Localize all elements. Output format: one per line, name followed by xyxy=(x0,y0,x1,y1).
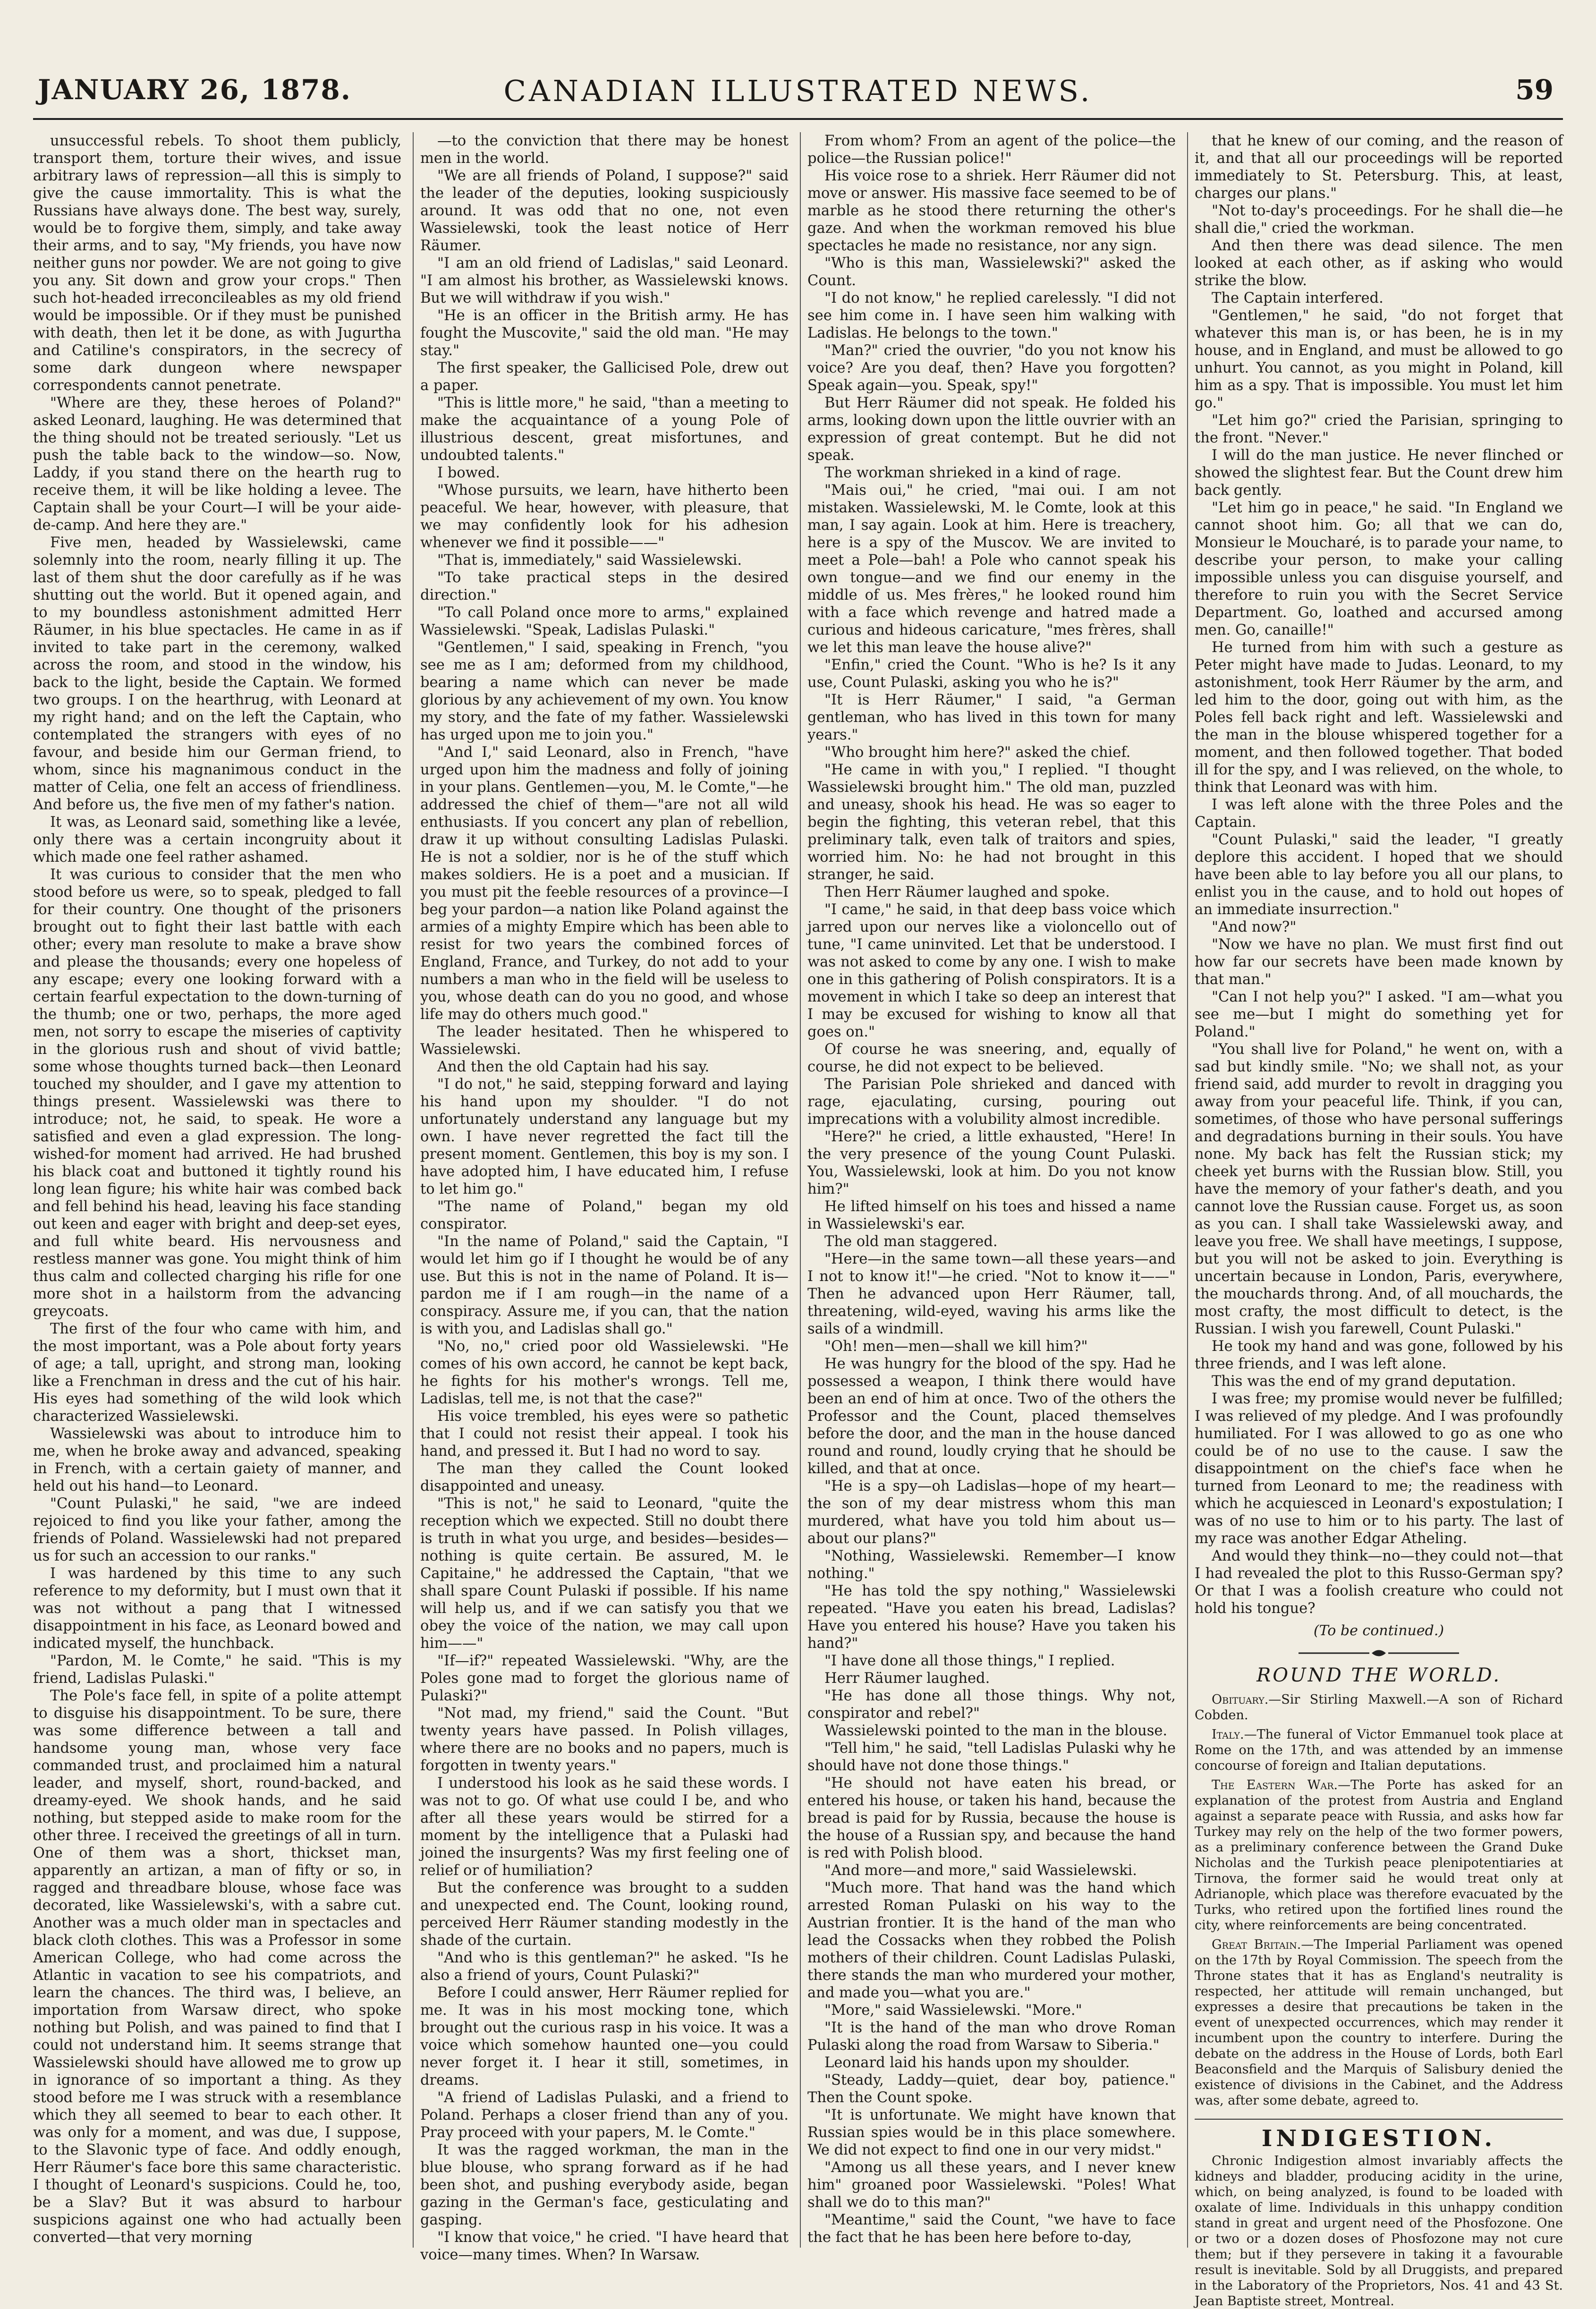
paragraph: "Here—in the same town—all these years—and I not to know it!"—he cried. "Not to know it——" Then he advanced upon Herr Räumer, tall, threatening, wild-eyed, waving his arms like the sails of a windmill. xyxy=(807,1251,1176,1337)
paragraph: "Tell him," he said, "tell Ladislas Pulaski why he should have not done those things." xyxy=(807,1740,1176,1774)
paragraph: The workman shrieked in a kind of rage. xyxy=(824,465,1121,481)
paragraph: I was free; my promise would never be fulfilled; I was relieved of my pledge. And I was profoundly humiliated. For I was allowed to go as one who could be of no use to the cause. I saw the disappointment on the chief's face when he turned from Leonard to me; the readiness with which he acquiesced in Leonard's expostulation; I was of no use to him or to his party. The last of my race was another Edgar Atheling. xyxy=(1195,1391,1563,1547)
paragraph: "Count Pulaski," he said, "we are indeed rejoiced to find you like your father, among the friends of Poland. Wassielewski had not prepared us for such an accession to our ranks." xyxy=(33,1495,401,1564)
paragraph: "Let him go?" cried the Parisian, springing to the front. "Never." xyxy=(1195,412,1563,446)
round-the-world-heading: ROUND THE WORLD. xyxy=(1256,1664,1501,1686)
paragraph: I understood his look as he said these words. I was not to go. Of what use could I be, and who after all these years would be stirred for a moment by the intelligence that a Pulaski had joined the insurgents? Was my first feeling one of relief or of humiliation? xyxy=(420,1775,789,1879)
paragraph: "Now we have no plan. We must first find out how far our secrets have been made known by that man." xyxy=(1195,936,1563,988)
paragraph: "More," said Wassielewski. "More." xyxy=(824,2002,1082,2019)
paragraph: "That is, immediately," said Wassielewski. xyxy=(437,552,742,569)
paragraph: "I came," he said, in that deep bass voice which jarred upon our nerves like a violoncello out of tune, "I came uninvited. Let that be understood. I was not asked to come by any one. I wish to make one in this gathering of Polish conspirators. It is a movement in which I take so deep an interest that I may be excused for wishing to know all that goes on." xyxy=(807,901,1176,1040)
paragraph: "He is an officer in the British army. He has fought the Muscovite," said the old man. "He may stay." xyxy=(420,307,789,359)
newspaper-page xyxy=(33,57,1563,2309)
column-4 xyxy=(1195,132,1563,2309)
paragraph: "He came in with you," I replied. "I thought Wassielewski brought him." The old man, puzzled and uneasy, shook his head. He was so eager to begin the fighting, this veteran rebel, that this preliminary talk, even talk of traitors and spies, worried him. No: he had not brought in this stranger, he said. xyxy=(807,762,1176,883)
paragraph: The Pole's face fell, in spite of a polite attempt to disguise his disappointment. To be sure, there was some difference between a tall and handsome young man, whose very face commanded trust, and proclaimed him a natural leader, and myself, short, round-backed, and dreamy-eyed. We shook hands, and he said nothing, but stepped aside to make room for the other three. I received the greetings of all in turn. One of them was a short, thickset man, apparently an artizan, a man of fifty or so, in ragged and threadbare blouse, whose face was decorated, like Wassielewski's, with a sabre cut. Another was a much older man in spectacles and black cloth clothes. This was a Professor in some American College, who had come across the Atlantic in vacation to see his compatriots, and learn the chances. The third was, I believe, an importation from Warsaw direct, who spoke nothing but Polish, and was pained to find that I could not understand him. It seems strange that Wassielewski should have allowed me to grow up in ignorance of so important a thing. As they stood before me I was struck with a resemblance which they all seemed to bear to each other. It was only for a moment, and was due, I suppose, to the Slavonic type of face. And oddly enough, Herr Räumer's face bore this same characteristic. I thought of Leonard's suspicions. Could he, too, be a Slav? But it was absurd to harbour suspicions against one who had actually been converted—that very morning xyxy=(33,1688,401,2246)
news-item xyxy=(1195,1692,1563,1723)
ornament-divider xyxy=(1294,1647,1464,1659)
paragraph: "He has told the spy nothing," Wassielewski repeated. "Have you eaten his bread, Ladislas? Have you entered his house? Have you taken his hand?" xyxy=(807,1583,1176,1652)
paragraph: "He is a spy—oh Ladislas—hope of my heart—the son of my dear mistress whom this man murdered, what have you told him about us—about our plans?" xyxy=(807,1478,1176,1547)
round-the-world-items xyxy=(1195,1692,1563,2108)
paragraph: He turned from him with such a gesture as Peter might have made to Judas. Leonard, to my astonishment, took Herr Räumer by the arm, and led him to the door, going out with him, as the Poles fell back right and left. Wassielewski and the man in the blouse whispered together for a moment, and then followed together. That boded ill for the spy, and I was relieved, on the whole, to think that Leonard was with him. xyxy=(1195,639,1563,796)
paragraph: "To call Poland once more to arms," explained Wassielewski. "Speak, Ladislas Pulaski." xyxy=(420,604,789,638)
paragraph: "Count Pulaski," said the leader, "I greatly deplore this accident. I hoped that we should have been able to lay before you all our plans, to enlist you in the cause, and to hold out hopes of an immediate insurrection." xyxy=(1195,832,1563,918)
paragraph: He was hungry for the blood of the spy. Had he possessed a weapon, I think there would have been an end of him at once. Two of the others the Professor and the Count, placed themselves before the door, and the man in the house danced round and round, loudly crying that he should be killed, and that at once. xyxy=(807,1356,1176,1477)
paragraph: He took my hand and was gone, followed by his three friends, and I was left alone. xyxy=(1195,1338,1563,1372)
column-1 xyxy=(33,132,401,2248)
paragraph: —to the conviction that there may be honest men in the world. xyxy=(420,133,789,167)
indigestion-ad-text: Chronic Indigestion almost invariably affects the kidneys and bladder, producing acidity in the urine, which, on being analyzed, is found to be loaded with oxalate of lime. Individuals in this unhappy condition stand in great and urgent need of the Phosfozone. One or two or a dozen doses of Phosfozone may not cure them; but if they persevere in taking it a favourable result is inevitable. Sold by all Druggists, and prepared in the Laboratory of the Proprietors, Nos. 41 and 43 St. Jean Baptiste street, Montreal. xyxy=(1195,2154,1563,2309)
paragraph: The man they called the Count looked disappointed and uneasy. xyxy=(420,1460,789,1494)
paragraph: Leonard laid his hands upon my shoulder. xyxy=(824,2054,1130,2071)
paragraph: "Among us all these years, and I never knew him" groaned poor Wassielewski. "Poles! What shall we do to this man?" xyxy=(807,2159,1176,2211)
paragraph: "Man?" cried the ouvrier, "do you not know his voice? Are you deaf, then? Have you forgotten? Speak again—you. Speak, spy!" xyxy=(807,342,1176,394)
news-item-text: —The Porte has asked for an explanation of the protest from Austria and England against a separate peace with Russia, and asks how far Turkey may rely on the help of the two former powers, as a preliminary conference between the Grand Duke Nicholas and the Turkish peace plenipotentiaries at Tirnova, the former said he would treat only at Adrianople, which place was therefore evacuated by the Turks, who retired upon the fortified lines round the city, where reinforcements are being concentrated. xyxy=(1195,1778,1563,1933)
paragraph: "He has done all those things. Why not, conspirator and rebel?" xyxy=(807,1688,1176,1722)
news-item-text: —The funeral of Victor Emmanuel took place at Rome on the 17th, and was attended by an immense concourse of foreign and Italian deputations. xyxy=(1195,1727,1563,1773)
paragraph: "It is the hand of the man who drove Roman Pulaski along the road from Warsaw to Siberia." xyxy=(807,2020,1176,2054)
paragraph: "Here?" he cried, a little exhausted, "Here! In the very presence of the young Count Pulaski. You, Wassielewski, look at him. Do you not know him?" xyxy=(807,1129,1176,1197)
paragraph: I will do the man justice. He never flinched or showed the slightest fear. But the Count drew him back gently. xyxy=(1195,447,1563,499)
paragraph: "Who brought him here?" asked the chief. xyxy=(824,744,1131,761)
paragraph: Of course he was sneering, and, equally of course, he did not expect to be believed. xyxy=(807,1041,1176,1075)
paragraph: that he knew of our coming, and the reason of it, and that all our proceedings will be reported immediately to St. Petersburg. This, at least, charges our plans." xyxy=(1195,133,1563,202)
paragraph: "To take practical steps in the desired direction." xyxy=(420,569,789,603)
paragraph: "In the name of Poland," said the Captain, "I would let him go if I thought he would be of any use. But this is not in the name of Poland. It is—pardon me if I am rough—in the name of a conspiracy. Assure me, if you can, that the nation is with you, and Ladislas shall go." xyxy=(420,1233,789,1337)
paragraph: Wassielewski was about to introduce him to me, when he broke away and advanced, speaking in French, with a certain gaiety of manner, and held out his hand—to Leonard. xyxy=(33,1426,401,1494)
news-item-label: The Eastern War. xyxy=(1212,1778,1338,1792)
page-number: 59 xyxy=(1515,74,1554,106)
paragraph: But Herr Räumer did not speak. He folded his arms, looking down upon the little ouvrier with an expression of great contempt. But he did not speak. xyxy=(807,395,1176,464)
paragraph: "You shall live for Poland," he went on, with a sad but kindly smile. "No; we shall not, as your friend said, add murder to revolt in dragging you away from your peaceful life. Think, if you can, sometimes, of those who have personal sufferings and degradations burning in their souls. You have none. My back has felt the Russian stick; my cheek yet burns with the Russian blow. Still, you have the memory of your father's death, and you cannot love the Russian cause. Forget us, as soon as you can. I shall take Wassielewski away, and leave you free. We shall have meetings, I suppose, but you will not be asked to join. Everything is uncertain because in London, Paris, everywhere, the mouchards throng. And, of all mouchards, the most crafty, the most difficult to detect, is the Russian. I wish you farewell, Count Pulaski." xyxy=(1195,1041,1563,1337)
news-item-label: Great Britain. xyxy=(1212,1937,1301,1952)
paragraph: "I do not know," he replied carelessly. "I did not see him come in. I have seen him walking with Ladislas. He belongs to the town." xyxy=(807,290,1176,341)
paragraph: "He should not have eaten his bread, or entered his house, or taken his hand, because the bread is paid for by Russia, because the house is the house of a Russian spy, and because the hand is red with Polish blood. xyxy=(807,1775,1176,1861)
paragraph: "Who is this man, Wassielewski?" asked the Count. xyxy=(807,255,1176,289)
paragraph: His voice trembled, his eyes were so pathetic that I could not resist their appeal. I took his hand, and pressed it. But I had no word to say. xyxy=(420,1408,789,1460)
paragraph: I was hardened by this time to any such reference to my deformity, but I must own that it was not without a pang that I witnessed disappointment in his face, as Leonard bowed and indicated myself, the hunchback. xyxy=(33,1565,401,1652)
paragraph: Then Herr Räumer laughed and spoke. xyxy=(824,884,1110,900)
paragraph: It was, as Leonard said, something like a levée, only there was a certain incongruity about it which made one feel rather ashamed. xyxy=(33,814,401,866)
paragraph: "This is not," he said to Leonard, "quite the reception which we expected. Still no doubt there is truth in what you urge, and besides—besides—nothing is quite certain. Be assured, M. le Capitaine," he addressed the Captain, "that we shall spare Count Pulaski if possible. If his name will help us, and if we can satisfy you that we obey the voice of the nation, we may call upon him——" xyxy=(420,1495,789,1652)
news-item-text: —Sir Stirling Maxwell.—A son of Richard Cobden. xyxy=(1195,1692,1563,1723)
paragraph: "I do not," he said, stepping forward and laying his hand upon my shoulder. "I do not unfortunately understand any language but my own. I have never regretted the fact till the present moment. Gentlemen, this boy is my son. I have adopted him, I have educated him, I refuse to let him go." xyxy=(420,1076,789,1197)
paragraph: I was left alone with the three Poles and the Captain. xyxy=(1195,797,1563,831)
paragraph: This was the end of my grand deputation. xyxy=(1212,1373,1516,1390)
news-item-label: Italy. xyxy=(1212,1727,1244,1742)
paragraph: It was the ragged workman, the man in the blue blouse, who sprang forward as if he had been shot, and pushing everybody aside, began gazing in the German's face, gesticulating and gasping. xyxy=(420,2142,789,2228)
paragraph: "We are all friends of Poland, I suppose?" said the leader of the deputies, looking suspiciously around. It was odd that no one, not even Wassielewski, took the least notice of Herr Räumer. xyxy=(420,168,789,254)
paragraph: Herr Räumer laughed. xyxy=(824,1670,990,1687)
paragraph: "The name of Poland," began my old conspirator. xyxy=(420,1198,789,1232)
issue-date: JANUARY 26, 1878. xyxy=(38,74,351,106)
paragraph: "I am an old friend of Ladislas," said Leonard. "I am almost his brother, as Wassielewski knows. But we will withdraw if you wish." xyxy=(420,255,789,306)
paragraph: From whom? From an agent of the police—the police—the Russian police!" xyxy=(807,133,1176,167)
paragraph: "Mais oui," he cried, "mai oui. I am not mistaken. Wassielewski, M. le Comte, look at this man, I say again. Look at him. Here is treachery, here is a spy of the Muscov. We are invited to meet a Pole—bah! a Pole who cannot speak his own tongue—and we find our enemy in the middle of us. Mes frères," he looked round him with a face which revenge and hatred made a curious and hideous caricature, "mes frères, shall we let this man leave the house alive?" xyxy=(807,482,1176,656)
column-2 xyxy=(420,132,789,2263)
paragraph: "This is little more," he said, "than a meeting to make the acquaintance of a young Pole of illustrious descent, great misfortunes, and undoubted talents." xyxy=(420,395,789,464)
paragraph: Wassielewski pointed to the man in the blouse. xyxy=(824,1723,1168,1739)
paragraph: "Steady, Laddy—quiet, dear boy, patience." Then the Count spoke. xyxy=(807,2072,1176,2106)
paragraph: The old man staggered. xyxy=(824,1233,998,1250)
masthead xyxy=(33,57,1563,120)
paragraph: The leader hesitated. Then he whispered to Wassielewski. xyxy=(420,1024,789,1058)
paragraph: But the conference was brought to a sudden and unexpected end. The Count, looking round, perceived Herr Räumer standing modestly in the shade of the curtain. xyxy=(420,1880,789,1949)
paragraph: "If—if?" repeated Wassielewski. "Why, are the Poles gone mad to forget the glorious name of Pulaski?" xyxy=(420,1653,789,1704)
paragraph: "Pardon, M. le Comte," he said. "This is my friend, Ladislas Pulaski." xyxy=(33,1653,401,1687)
paragraph: "And I," said Leonard, also in French, "have urged upon him the madness and folly of joining in your plans. Gentlemen—you, M. le Comte,"—he addressed the chief of them—"are not all wild enthusiasts. If you concert any plan of rebellion, draw it up without consulting Ladislas Pulaski. He is not a soldier, nor is he of the stuff which makes soldiers. He is a poet and a musician. If you must pit the feeble resources of a province—I beg your pardon—a nation like Poland against the armies of a mighty Empire which has been able to resist for two years the combined forces of England, France, and Turkey, do not add to your numbers a man who in the field will be useless to you, whose death can do you no good, and whose life may do others much good." xyxy=(420,744,789,1023)
paragraph: "No, no," cried poor old Wassielewski. "He comes of his own accord, he cannot be kept back, he fights for his mother's wrongs. Tell me, Ladislas, tell me, is not that the case?" xyxy=(420,1338,789,1407)
divider xyxy=(1195,2119,1563,2120)
paragraph: It was curious to consider that the men who stood before us were, so to speak, pledged to fall for their country. One thought of the prisoners brought out to fight their last battle with each other; every man resolute to make a brave show and please the thousands; every one hopeless of any escape; every one looking forward with a certain fearful expectation to the down-turning of the thumb; one or two, perhaps, the more aged men, not sorry to escape the miseries of captivity in the glorious rush and shout of vivid battle; some whose thoughts turned back—then Leonard touched my shoulder, and I gave my attention to things present. Wassielewski was there to introduce; not, he said, to speak. He wore a satisfied and even a glad expression. The long-wished-for moment had arrived. He had brushed his black coat and buttoned it tightly round his long lean figure; his white hair was combed back and fell behind his head, leaving his face standing out keen and eager with bright and deep-set eyes, and full white beard. His nervousness and restless manner was gone. You might think of him thus calm and collected charging his rifle for one more shot in a hailstorm from the advancing greycoats. xyxy=(33,866,401,1320)
paragraph: "Gentlemen," I said, speaking in French, "you see me as I am; deformed from my childhood, bearing a name which can never be made glorious by any achievement of my own. You know my story, and the fate of my father. Wassielewski has urged upon me to join you." xyxy=(420,639,789,743)
paragraph: "It is unfortunate. We might have known that Russian spies would be in this place somewhere. We did not expect to find one in our very midst." xyxy=(807,2107,1176,2158)
news-item xyxy=(1195,1727,1563,1774)
paragraph: And would they think—no—they could not—that I had revealed the plot to this Russo-German spy? Or that I was a foolish creature who could not hold his tongue? xyxy=(1195,1548,1563,1617)
paragraph: "A friend of Ladislas Pulaski, and a friend to Poland. Perhaps a closer friend than any of you. Pray proceed with your papers, M. le Comte." xyxy=(420,2089,789,2141)
paragraph: His voice rose to a shriek. Herr Räumer did not move or answer. His massive face seemed to be of marble as he stood there returning the other's gaze. And when the workman removed his blue spectacles he made no resistance, nor any sign. xyxy=(807,168,1176,254)
paragraph: The Captain interfered. xyxy=(1212,290,1384,306)
paragraph: "Let him go in peace," he said. "In England we cannot shoot him. Go; all that we can do, Monsieur le Moucharé, is to parade your name, to describe your person, to make your calling impossible unless you can disguise yourself, and therefore to ruin you with the Secret Service Department. Go, loathed and accursed among men. Go, canaille!" xyxy=(1195,500,1563,638)
paragraph: "And who is this gentleman?" he asked. "Is he also a friend of yours, Count Pulaski?" xyxy=(420,1950,789,1984)
paragraph: And then there was dead silence. The men looked at each other, as if asking who would strike the blow. xyxy=(1195,238,1563,289)
indigestion-ad-heading: INDIGESTION. xyxy=(1261,2125,1496,2152)
paragraph: "Meantime," said the Count, "we have to face the fact that he has been here before to-day, xyxy=(807,2212,1176,2246)
paragraph: "Can I not help you?" I asked. "I am—what you see me—but I might do something yet for Poland." xyxy=(1195,989,1563,1040)
paragraph: I bowed. xyxy=(437,465,501,481)
column-3 xyxy=(807,132,1176,2248)
paragraph: The first speaker, the Gallicised Pole, drew out a paper. xyxy=(420,360,789,394)
paragraph: "Gentlemen," he said, "do not forget that whatever this man is, or has been, he is in my house, and in England, and must be allowed to go unhurt. You cannot, as you might in Poland, kill him as a spy. That is impossible. You must let him go." xyxy=(1195,307,1563,411)
paragraph: Before I could answer, Herr Räumer replied for me. It was in his most mocking tone, which brought out the curious rasp in his voice. It was a voice which somehow haunted one—you could never forget it. I hear it still, sometimes, in dreams. xyxy=(420,1985,789,2088)
to-be-continued: (To be continued.) xyxy=(1313,1622,1444,1639)
news-item-label: Obituary. xyxy=(1212,1692,1269,1707)
paragraph: "And now?" xyxy=(1212,919,1297,935)
paragraph: unsuccessful rebels. To shoot them publicly, transport them, torture their wives, and issue arbitrary laws of repression—all this is simply to give the cause immortality. This is what the Russians have always done. The best way, surely, would be to forgive them, simply, and take away their arms, and to say, "My friends, you have now neither guns nor powder. We are not going to give you any. Sit down and grow your crops." Then such hot-headed irreconcileables as my old friend would be impossible. Or if they must be punished with death, then let it be done, as with Jugurtha and Catiline's conspirators, in the secrecy of some dark dungeon where newspaper correspondents cannot penetrate. xyxy=(33,133,401,394)
news-item xyxy=(1195,1937,1563,2108)
newspaper-title: CANADIAN ILLUSTRATED NEWS. xyxy=(503,74,1093,108)
news-item-text: —The Imperial Parliament was opened on the 17th by Royal Commission. The speech from the Throne states that it has as England's neutrality is respected, her attitude will remain unchanged, but expresses a desire that precautions be taken in the event of unexpected occurrences, which may render it incumbent upon the country to interfere. During the debate on the address in the House of Lords, both Earl Beaconsfield and the Marquis of Salisbury denied the existence of divisions in the Cabinet, and the Address was, after some debate, agreed to. xyxy=(1195,1937,1563,2108)
paragraph: The Parisian Pole shrieked and danced with rage, ejaculating, cursing, pouring out imprecations with a volubility almost incredible. xyxy=(807,1076,1176,1128)
paragraph: Five men, headed by Wassielewski, came solemnly into the room, nearly filling it up. The last of them shut the door carefully as if he was shutting out the world. But it opened again, and to my boundless astonishment admitted Herr Räumer, in his blue spectacles. He came in as if invited to take part in the ceremony, walked across the room, and stood in the window, his back to the light, beside the Captain. We formed two groups. I on the hearthrug, with Leonard at my right hand; and on the left the Captain, who contemplated the strangers with eyes of no favour, and beside him our German friend, to whom, since his magnanimous conduct in the matter of Celia, one felt an access of friendliness. And before us, the five men of my father's nation. xyxy=(33,535,401,813)
paragraph: "I know that voice," he cried. "I have heard that voice—many times. When? In Warsaw. xyxy=(420,2229,789,2263)
paragraph: "I have done all those things," I replied. xyxy=(824,1653,1115,1669)
news-item xyxy=(1195,1777,1563,1933)
columns xyxy=(33,132,1563,2309)
paragraph: The first of the four who came with him, and the most important, was a Pole about forty years of age; a tall, upright, and strong man, looking like a Frenchman in dress and the cut of his hair. His eyes had something of the wild look which characterized Wassielewski. xyxy=(33,1321,401,1425)
paragraph: "Not to-day's proceedings. For he shall die—he shall die," cried the workman. xyxy=(1195,203,1563,237)
paragraph: "Whose pursuits, we learn, have hitherto been peaceful. We hear, however, with pleasure, that we may confidently look for his adhesion whenever we find it possible——" xyxy=(420,482,789,551)
paragraph: "Not mad, my friend," said the Count. "But twenty years have passed. In Polish villages, where there are no books and no papers, much is forgotten in twenty years." xyxy=(420,1705,789,1774)
paragraph: "Where are they, these heroes of Poland?" asked Leonard, laughing. He was determined that the thing should not be treated seriously. "Let us push the table back to the window—so. Now, Laddy, if you stand there on the hearth rug to receive them, it will be like holding a levee. The Captain shall be your Court—I will be your aide-de-camp. And here they are." xyxy=(33,395,401,534)
paragraph: He lifted himself on his toes and hissed a name in Wassielewski's ear. xyxy=(807,1198,1176,1232)
paragraph: "Nothing, Wassielewski. Remember—I know nothing." xyxy=(807,1548,1176,1582)
paragraph: "Enfin," cried the Count. "Who is he? Is it any use, Count Pulaski, asking you who he is?" xyxy=(807,657,1176,691)
paragraph: "Oh! men—men—shall we kill him?" xyxy=(824,1338,1088,1355)
paragraph: "Much more. That hand was the hand which arrested Roman Pulaski on his way to the Austrian frontier. It is the hand of the man who lead the Cossacks when they robbed the Polish mothers of their children. Count Ladislas Pulaski, there stands the man who murdered your mother, and made you—what you are." xyxy=(807,1880,1176,2001)
paragraph: And then the old Captain had his say. xyxy=(437,1059,710,1075)
paragraph: "It is Herr Räumer," I said, "a German gentleman, who has lived in this town for many years." xyxy=(807,692,1176,743)
paragraph: "And more—and more," said Wassielewski. xyxy=(824,1862,1138,1879)
